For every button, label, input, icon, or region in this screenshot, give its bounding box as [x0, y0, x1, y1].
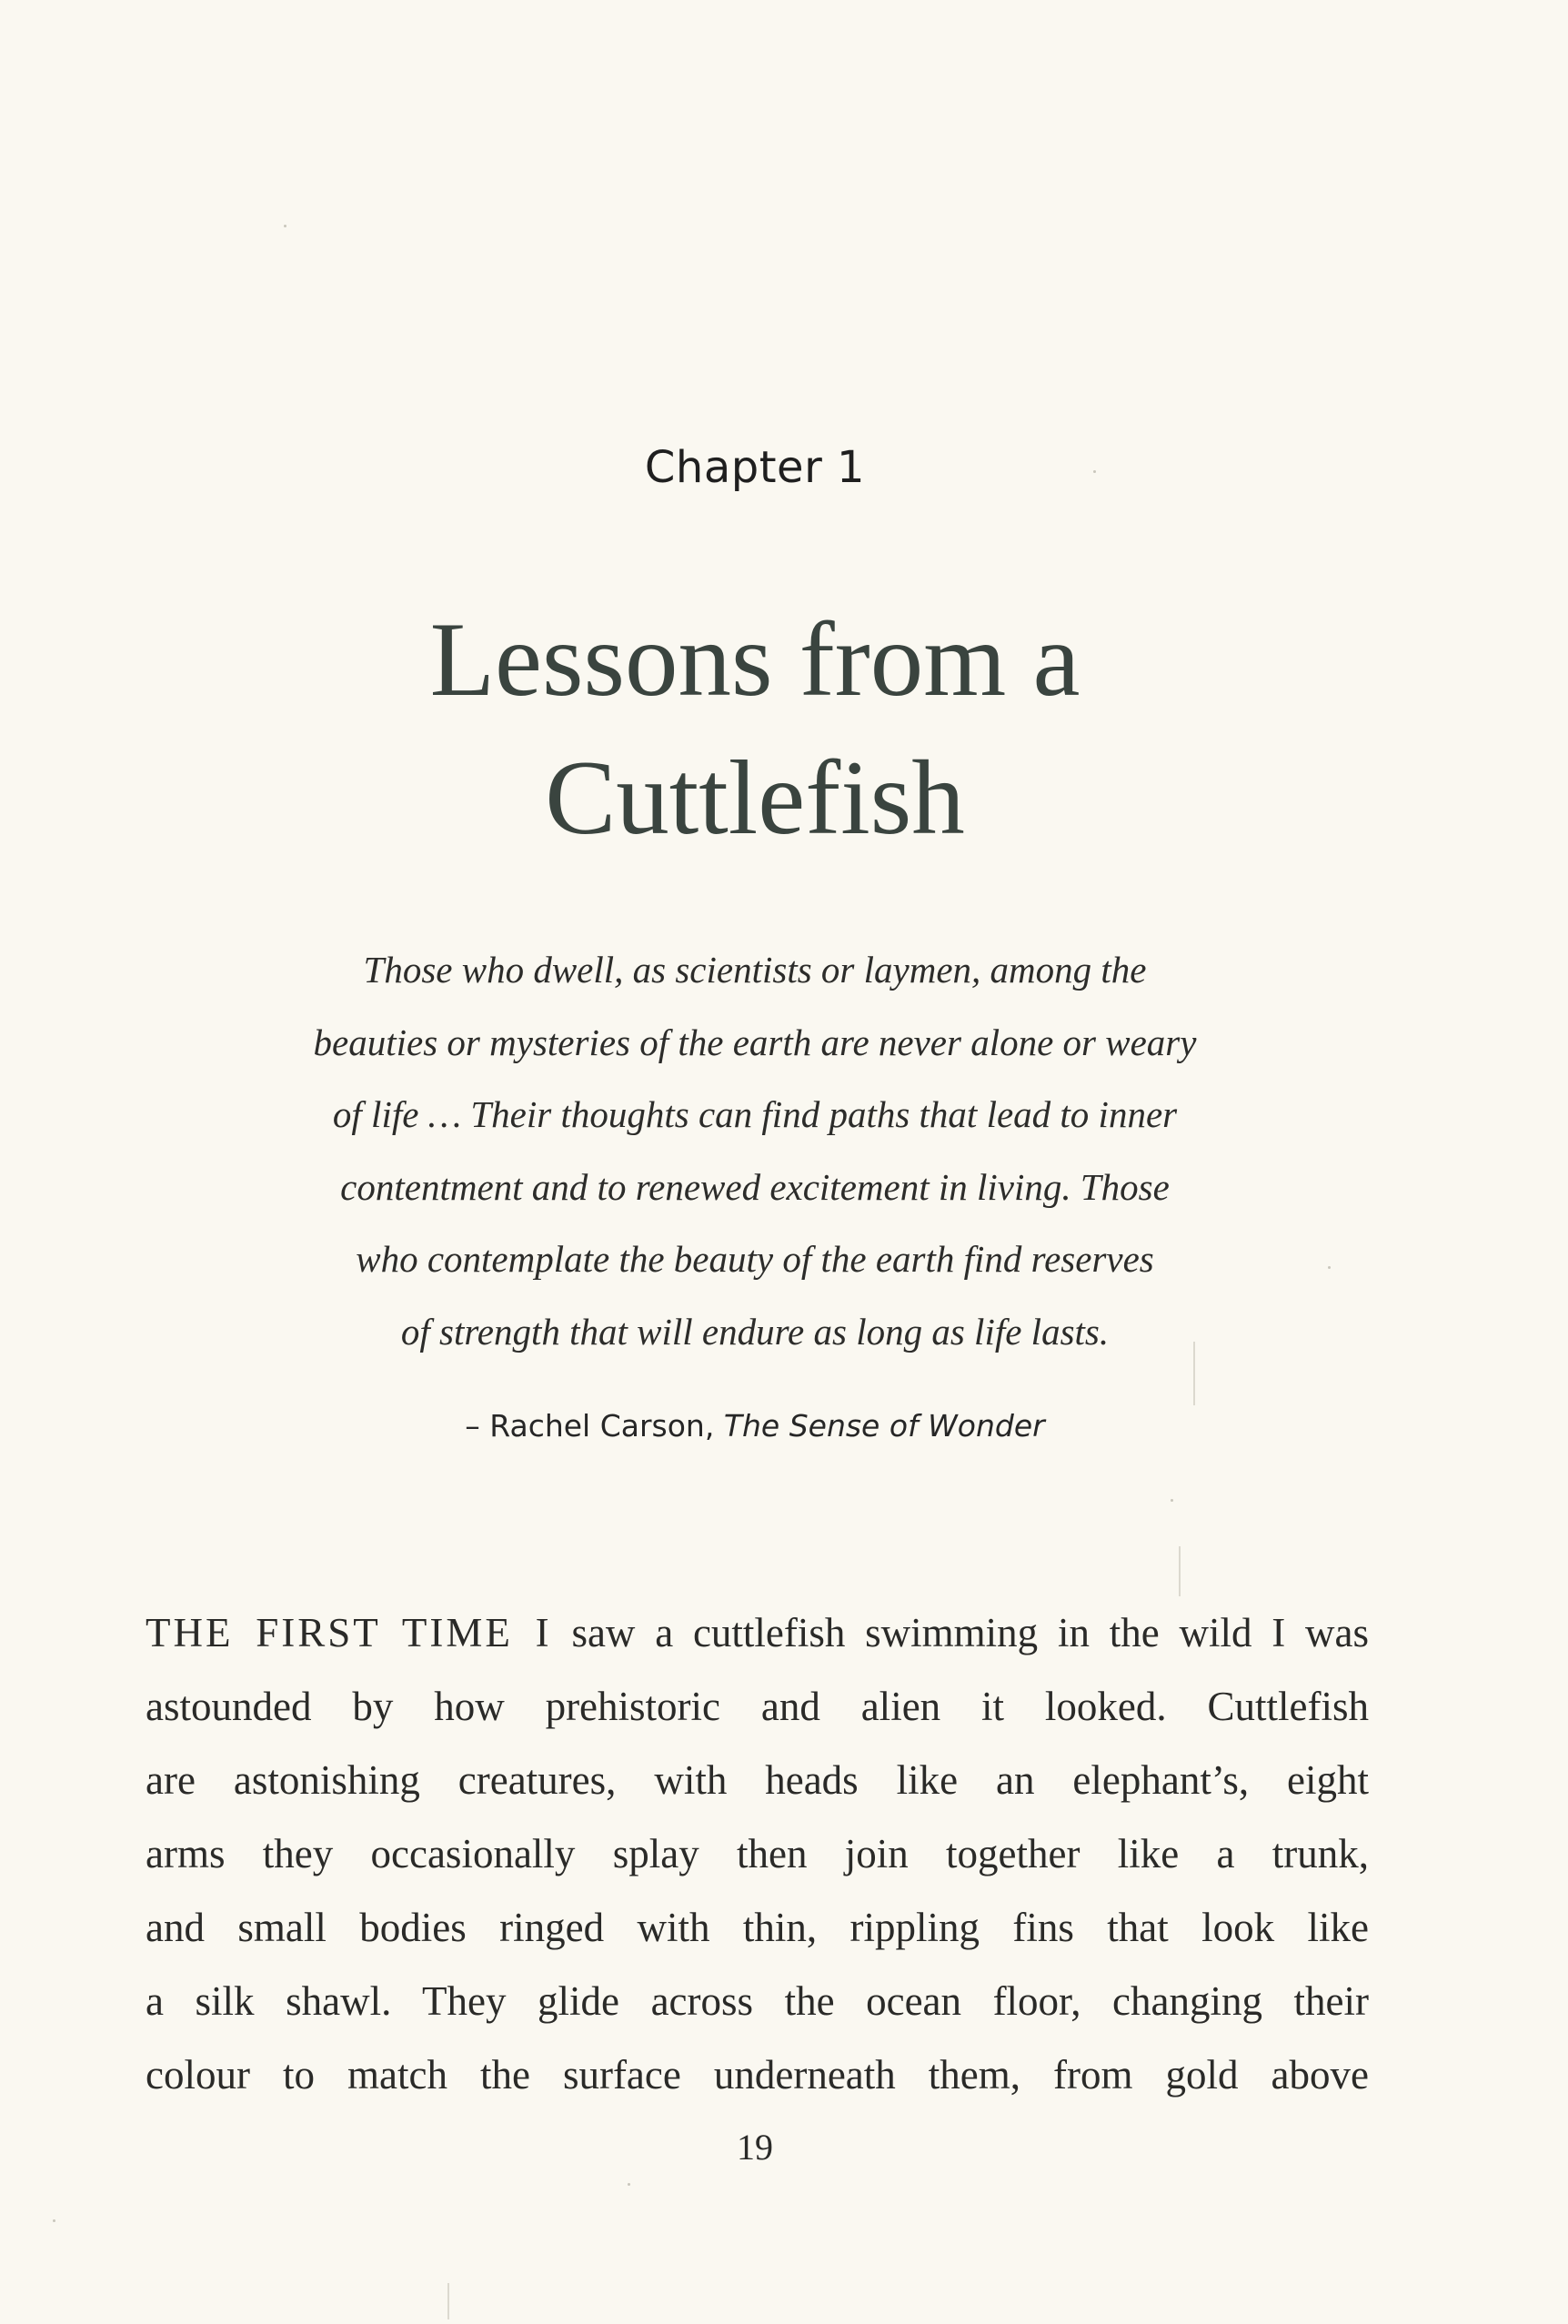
epigraph-line: contentment and to renewed excitement in living. Those — [340, 1165, 1170, 1208]
body-paragraph — [146, 1596, 1369, 2112]
scan-speck — [284, 225, 286, 227]
body-line: a silk shawl. They glide across the ocean floor, changing their — [146, 1978, 1369, 2024]
chapter-title — [0, 591, 1510, 868]
body-line: colour to match the surface underneath them, from gold above — [146, 2052, 1369, 2098]
lead-in-small-caps: THE FIRST TIME I — [146, 1610, 552, 1655]
attribution-author: – Rachel Carson, — [465, 1408, 724, 1444]
attribution-work-title: The Sense of Wonder — [723, 1408, 1045, 1444]
epigraph-quote — [246, 934, 1264, 1368]
scan-mark — [447, 2283, 449, 2319]
body-line: arms they occasionally splay then join together like a trunk, — [146, 1831, 1369, 1876]
scan-speck — [1093, 470, 1096, 473]
chapter-title-line: Lessons from a — [429, 601, 1081, 719]
epigraph-line: who contemplate the beauty of the earth find reserves — [356, 1238, 1154, 1280]
epigraph-attribution — [0, 1408, 1510, 1444]
scan-mark — [1179, 1546, 1181, 1596]
scan-speck — [1328, 1266, 1331, 1269]
chapter-title-line: Cuttlefish — [545, 739, 965, 857]
epigraph-line: of strength that will endure as long as life lasts. — [400, 1310, 1110, 1353]
body-line: are astonishing creatures, with heads like an elephant’s, eight — [146, 1757, 1369, 1803]
scan-speck — [628, 2183, 630, 2186]
scan-speck — [53, 2219, 55, 2222]
first-line-text: saw a cuttlefish swimming in the wild I was — [551, 1610, 1369, 1655]
body-line — [146, 1596, 1369, 1670]
scan-speck — [1171, 1499, 1173, 1502]
epigraph-line: Those who dwell, as scientists or laymen, among the — [363, 949, 1147, 991]
body-line: astounded by how prehistoric and alien it looked. Cuttlefish — [146, 1684, 1369, 1729]
scan-mark — [1193, 1342, 1195, 1405]
epigraph-line: beauties or mysteries of the earth are never alone or weary — [313, 1021, 1197, 1063]
epigraph-line: of life … Their thoughts can find paths that lead to inner — [332, 1093, 1178, 1135]
page-number: 19 — [737, 2127, 773, 2168]
chapter-label: Chapter 1 — [644, 442, 866, 493]
body-line: and small bodies ringed with thin, rippling fins that look like — [146, 1905, 1369, 1950]
